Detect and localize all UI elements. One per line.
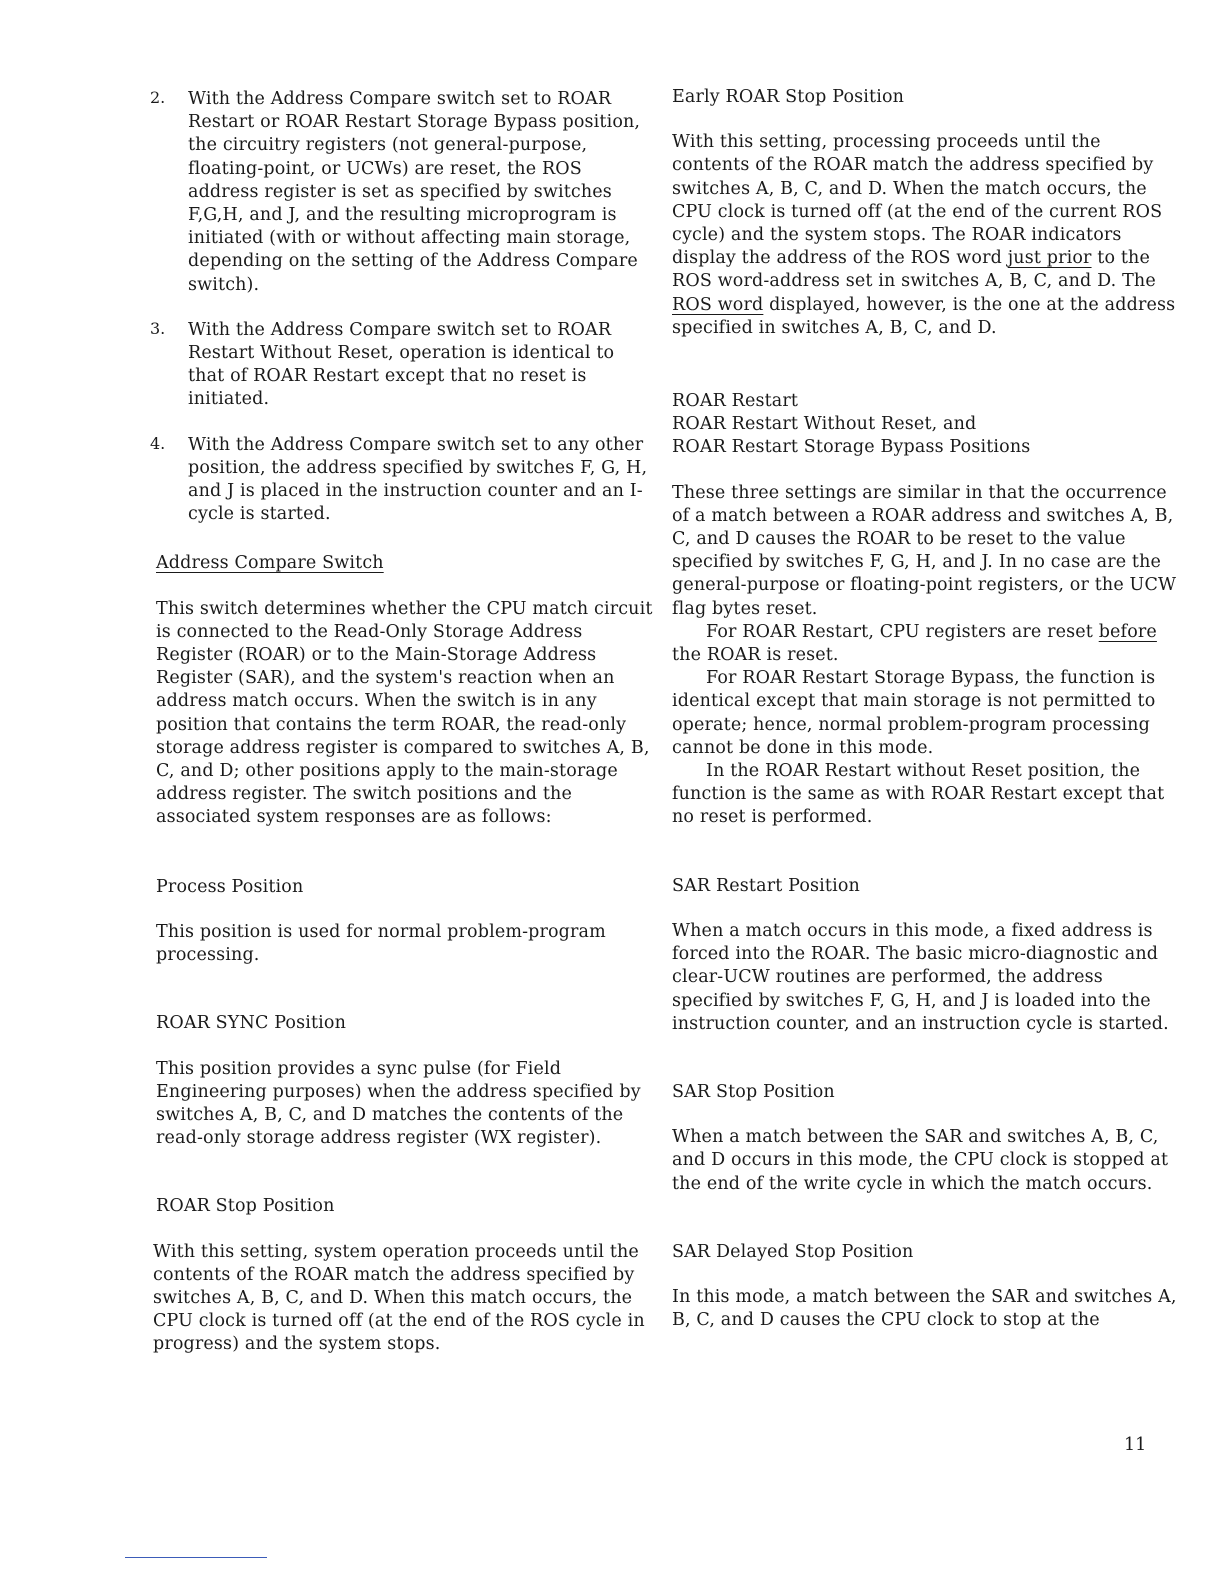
footnote-rule: [125, 1557, 267, 1558]
paragraph: With this setting, system operation proceeds until the contents of the ROAR match the address specified by switches A, B, C, and D. When this match occurs, the CPU clock is turned off (at the end of the ROS cycle in progress) and the system stops.: [153, 1241, 645, 1355]
section-heading-address-compare: Address Compare Switch: [156, 553, 384, 574]
list-item: [150, 319, 655, 412]
section-heading-roar-restart: ROAR Restart: [672, 391, 799, 412]
section-heading-sar-restart: SAR Restart Position: [672, 875, 860, 896]
underlined-text: ROS word: [672, 294, 764, 315]
page-number: 11: [1124, 1435, 1147, 1455]
item-text: With the Address Compare switch set to any other position, the address specified by switches F, G, H, and J is placed in the instruction counter and an I-cycle is started.: [188, 434, 648, 525]
item-number: 4.: [150, 433, 166, 453]
item-text: With the Address Compare switch set to ROAR Restart or ROAR Restart Storage Bypass position, the circuitry registers (not general-purpose, floating-point, or UCWs) are reset, the ROS address register is set as specified by switches F,G,H, and J, and the resulting microprogram is initiated (with or without affecting main storage, depending on the setting of the Address Compare switch).: [188, 89, 641, 295]
item-text: With the Address Compare switch set to ROAR Restart Without Reset, operation is identical to that of ROAR Restart except that no reset is initiated.: [188, 319, 615, 410]
underlined-text: before: [1098, 621, 1157, 642]
right-column: [672, 86, 1182, 1332]
section-heading-sar-delayed-stop: SAR Delayed Stop Position: [672, 1241, 914, 1262]
section-heading-roar-sync: ROAR SYNC Position: [156, 1013, 347, 1034]
paragraph: With this setting, processing proceeds until the contents of the ROAR match the address specified by switches A, B, C, and D. When the match occurs, the CPU clock is turned off (at the end of the current ROS cycle) and the system stops. The ROAR indicators display the address of the ROS word just prior to the ROS word-address set in switches A, B, C, and D. The ROS word displayed, however, is the one at the address specified in switches A, B, C, and D.: [672, 132, 1176, 338]
paragraph: These three settings are similar in that the occurrence of a match between a ROAR address and switches A, B, C, and D causes the ROAR to be reset to the value specified by switches F, G, H, and J. In no case are the general-purpose or floating-point registers, or the UCW flag bytes reset.: [672, 482, 1177, 619]
underlined-text: just prior: [1007, 248, 1092, 269]
paragraph: In this mode, a match between the SAR and switches A, B, C, and D causes the CPU clock to stop at the: [672, 1286, 1177, 1331]
paragraph: This position provides a sync pulse (for Field Engineering purposes) when the address specified by switches A, B, C, and D matches the contents of the read-only storage address register (WX register).: [156, 1058, 641, 1149]
paragraph: When a match occurs in this mode, a fixed address is forced into the ROAR. The basic micro-diagnostic and clear-UCW routines are performed, the address specified by switches F, G, H, and J is loaded into the instruction counter, and an instruction cycle is started.: [672, 920, 1169, 1034]
section-heading-process: Process Position: [156, 876, 304, 897]
list-item: [150, 88, 655, 297]
item-number: 2.: [150, 88, 166, 107]
paragraph: For ROAR Restart Storage Bypass, the function is identical except that main storage is not permitted to operate; hence, normal problem-program processing cannot be done in this mode.: [672, 668, 1156, 758]
section-heading-roar-restart-storage-bypass: ROAR Restart Storage Bypass Positions: [672, 437, 1031, 458]
paragraph: For ROAR Restart, CPU registers are reset before the ROAR is reset.: [672, 621, 1157, 666]
section-heading-roar-stop: ROAR Stop Position: [156, 1196, 335, 1217]
section-heading-roar-restart-without-reset: ROAR Restart Without Reset, and: [672, 414, 977, 435]
paragraph: When a match between the SAR and switches A, B, C, and D occurs in this mode, the CPU clock is stopped at the end of the write cycle in which the match occurs.: [672, 1127, 1169, 1194]
list-item: [150, 434, 655, 527]
section-heading-sar-stop: SAR Stop Position: [672, 1081, 835, 1102]
section-heading-early-roar-stop: Early ROAR Stop Position: [672, 87, 905, 107]
left-column: [150, 86, 655, 1357]
paragraph: In the ROAR Restart without Reset position, the function is the same as with ROAR Restart except that no reset is performed.: [672, 761, 1165, 828]
paragraph: This switch determines whether the CPU match circuit is connected to the Read-Only Storage Address Register (ROAR) or to the Main-Storage Address Register (SAR), and the system's reaction when an address match occurs. When the switch is in any position that contains the term ROAR, the read-only storage address register is compared to switches A, B, C, and D; other positions apply to the main-storage address register. The switch positions and the associated system responses are as follows:: [156, 598, 653, 828]
paragraph: This position is used for normal problem-program processing.: [156, 921, 606, 966]
item-number: 3.: [150, 318, 166, 338]
